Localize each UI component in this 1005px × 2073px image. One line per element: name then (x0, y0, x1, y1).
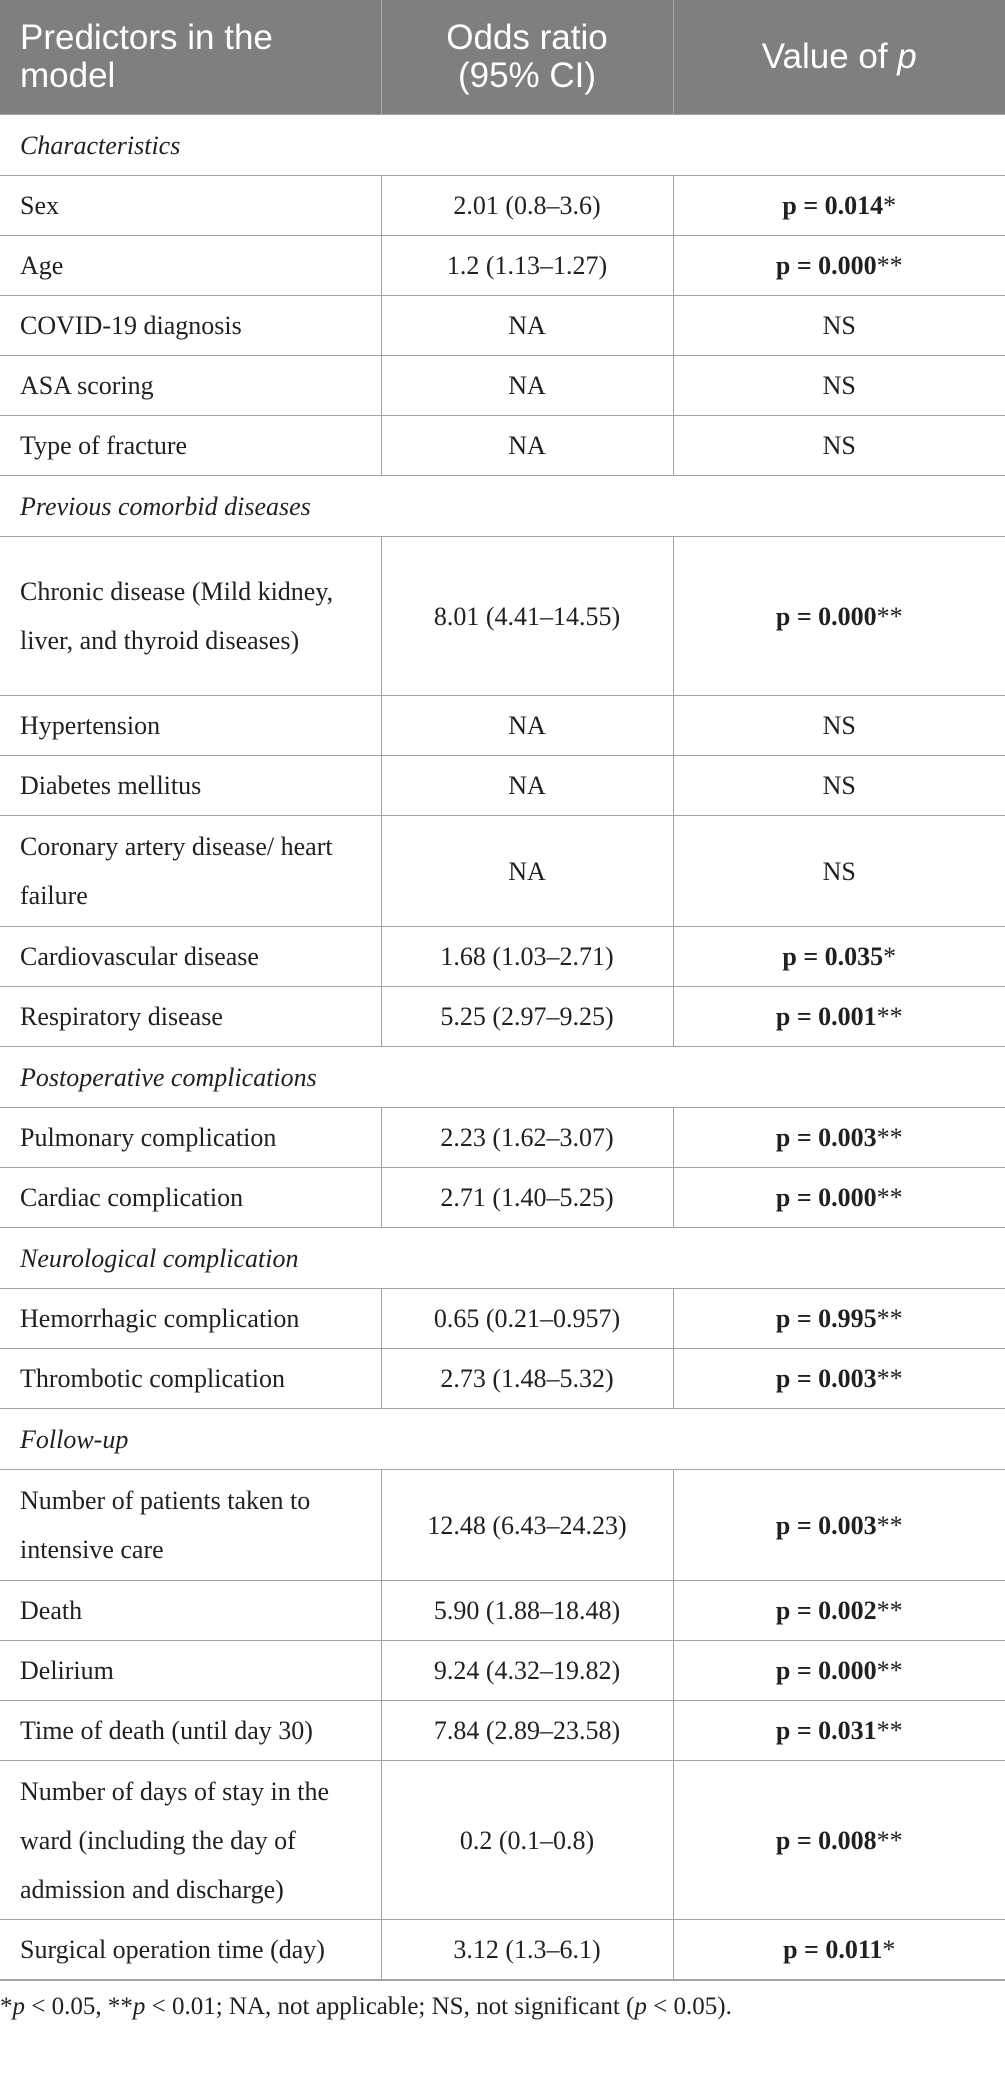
p-value-text: NS (822, 856, 856, 886)
p-value-text: p = 0.008 (775, 1825, 877, 1855)
p-value-text: NS (822, 771, 856, 800)
p-value-text: NS (822, 431, 856, 460)
header-p-value (673, 0, 1005, 115)
p-value-cell (673, 537, 1005, 696)
table-row (0, 1761, 1005, 1920)
p-value-cell (673, 1641, 1005, 1701)
table-footnote (0, 1981, 1005, 2027)
p-value-cell (673, 987, 1005, 1047)
significance-marker: ** (876, 251, 903, 280)
p-value-text: p = 0.003 (775, 1123, 877, 1152)
p-value-text: p = 0.002 (775, 1596, 877, 1625)
odds-ratio-cell: NA (381, 696, 673, 756)
odds-ratio-cell: 5.25 (2.97–9.25) (381, 987, 673, 1047)
section-row (0, 1228, 1005, 1289)
significance-marker: ** (876, 1002, 903, 1031)
header-row (0, 0, 1005, 115)
odds-ratio-cell: 2.23 (1.62–3.07) (381, 1108, 673, 1168)
significance-marker: ** (876, 601, 903, 631)
predictor-cell: Age (0, 236, 381, 296)
table-row (0, 1108, 1005, 1168)
table-row (0, 1289, 1005, 1349)
p-value-cell (673, 236, 1005, 296)
p-value-text: p = 0.035 (782, 942, 884, 971)
p-value-text: p = 0.000 (775, 601, 877, 631)
predictor-cell: Delirium (0, 1641, 381, 1701)
predictor-cell: Diabetes mellitus (0, 756, 381, 816)
odds-ratio-cell: NA (381, 296, 673, 356)
p-value-cell (673, 696, 1005, 756)
odds-ratio-cell: NA (381, 356, 673, 416)
significance-marker: ** (876, 1656, 903, 1685)
section-label: Neurological complication (0, 1228, 1005, 1289)
p-value-cell (673, 1701, 1005, 1761)
section-label: Previous comorbid diseases (0, 476, 1005, 537)
predictor-cell: Time of death (until day 30) (0, 1701, 381, 1761)
table-row (0, 1168, 1005, 1228)
odds-ratio-cell: NA (381, 816, 673, 927)
significance-marker: ** (876, 1596, 903, 1625)
section-label: Follow-up (0, 1409, 1005, 1470)
predictor-cell: Thrombotic complication (0, 1349, 381, 1409)
header-predictors: Predictors in the model (0, 0, 381, 115)
table-row (0, 1349, 1005, 1409)
significance-marker: ** (876, 1364, 903, 1393)
odds-ratio-cell: 0.2 (0.1–0.8) (381, 1761, 673, 1920)
p-value-text: NS (822, 311, 856, 340)
p-value-text: p = 0.031 (775, 1716, 877, 1745)
p-value-text: p = 0.000 (775, 251, 877, 280)
table-row (0, 176, 1005, 236)
predictor-cell: Hypertension (0, 696, 381, 756)
significance-marker: * (882, 1935, 896, 1964)
significance-marker: ** (876, 1123, 903, 1152)
table-row (0, 987, 1005, 1047)
predictor-cell: ASA scoring (0, 356, 381, 416)
p-value-cell (673, 1168, 1005, 1228)
table-row (0, 236, 1005, 296)
footnote-part: < 0.01; NA, not applicable; NS, not significant ( (145, 1993, 635, 2020)
predictor-cell: Number of patients taken to intensive care (0, 1470, 381, 1581)
section-row (0, 476, 1005, 537)
significance-marker: ** (876, 1304, 903, 1333)
odds-ratio-cell: NA (381, 756, 673, 816)
table-row (0, 927, 1005, 987)
odds-ratio-cell: 2.71 (1.40–5.25) (381, 1168, 673, 1228)
section-label: Characteristics (0, 115, 1005, 176)
p-value-cell (673, 1289, 1005, 1349)
table-body (0, 115, 1005, 1980)
footnote-p: p (132, 1993, 146, 2020)
odds-ratio-cell: NA (381, 416, 673, 476)
p-value-text: p = 0.014 (782, 191, 884, 220)
table-row (0, 537, 1005, 696)
p-value-cell (673, 927, 1005, 987)
p-value-text: p = 0.995 (775, 1304, 877, 1333)
predictor-cell: Cardiovascular disease (0, 927, 381, 987)
p-value-cell (673, 756, 1005, 816)
table-row (0, 1581, 1005, 1641)
p-value-text: p = 0.003 (775, 1510, 877, 1540)
table-row (0, 1470, 1005, 1581)
significance-marker: ** (876, 1510, 903, 1540)
odds-ratio-cell: 12.48 (6.43–24.23) (381, 1470, 673, 1581)
significance-marker: ** (876, 1183, 903, 1212)
predictor-cell: Chronic disease (Mild kidney, liver, and thyroid diseases) (0, 537, 381, 696)
p-value-cell (673, 1108, 1005, 1168)
significance-marker: * (883, 942, 897, 971)
table-row (0, 1701, 1005, 1761)
predictor-cell: Cardiac complication (0, 1168, 381, 1228)
p-value-cell (673, 1470, 1005, 1581)
p-value-cell (673, 816, 1005, 927)
table-row (0, 296, 1005, 356)
predictor-cell: Coronary artery disease/ heart failure (0, 816, 381, 927)
predictor-cell: Death (0, 1581, 381, 1641)
p-value-cell (673, 296, 1005, 356)
table-header (0, 0, 1005, 115)
p-value-text: p = 0.000 (775, 1183, 877, 1212)
table-row (0, 1920, 1005, 1980)
predictor-cell: COVID-19 diagnosis (0, 296, 381, 356)
table-row (0, 696, 1005, 756)
predictor-cell: Respiratory disease (0, 987, 381, 1047)
section-row (0, 1409, 1005, 1470)
p-value-text: p = 0.000 (775, 1656, 877, 1685)
predictor-cell: Sex (0, 176, 381, 236)
significance-marker: * (883, 191, 897, 220)
p-value-text: p = 0.001 (775, 1002, 877, 1031)
odds-ratio-cell: 2.01 (0.8–3.6) (381, 176, 673, 236)
section-label: Postoperative complications (0, 1047, 1005, 1108)
predictor-cell: Pulmonary complication (0, 1108, 381, 1168)
p-value-text: p = 0.011 (783, 1935, 883, 1964)
footnote-part: < 0.05). (646, 1993, 732, 2020)
p-value-cell (673, 1761, 1005, 1920)
footnote-part: * (0, 1993, 13, 2020)
significance-marker: ** (876, 1716, 903, 1745)
p-value-cell (673, 416, 1005, 476)
footnote-p: p (12, 1993, 25, 2020)
table-row (0, 816, 1005, 927)
footnote-p: p (634, 1993, 647, 2020)
section-row (0, 115, 1005, 176)
odds-ratio-cell: 0.65 (0.21–0.957) (381, 1289, 673, 1349)
p-value-cell (673, 1581, 1005, 1641)
odds-ratio-cell: 1.2 (1.13–1.27) (381, 236, 673, 296)
p-value-cell (673, 356, 1005, 416)
significance-marker: ** (876, 1825, 903, 1855)
header-p-value-italic: p (897, 37, 917, 76)
odds-ratio-cell: 9.24 (4.32–19.82) (381, 1641, 673, 1701)
footnote-part: < 0.05, ** (25, 1993, 133, 2020)
odds-ratio-cell: 8.01 (4.41–14.55) (381, 537, 673, 696)
table-row (0, 1641, 1005, 1701)
predictor-cell: Number of days of stay in the ward (including the day of admission and discharge) (0, 1761, 381, 1920)
p-value-text: p = 0.003 (775, 1364, 877, 1393)
odds-ratio-cell: 5.90 (1.88–18.48) (381, 1581, 673, 1641)
predictor-cell: Surgical operation time (day) (0, 1920, 381, 1980)
table-row (0, 356, 1005, 416)
odds-ratio-cell: 1.68 (1.03–2.71) (381, 927, 673, 987)
odds-ratio-cell: 2.73 (1.48–5.32) (381, 1349, 673, 1409)
p-value-text: NS (822, 371, 856, 400)
header-odds-ratio: Odds ratio (95% CI) (381, 0, 673, 115)
odds-ratio-cell: 3.12 (1.3–6.1) (381, 1920, 673, 1980)
p-value-cell (673, 1349, 1005, 1409)
predictor-cell: Type of fracture (0, 416, 381, 476)
table-row (0, 416, 1005, 476)
predictor-cell: Hemorrhagic complication (0, 1289, 381, 1349)
section-row (0, 1047, 1005, 1108)
p-value-text: NS (822, 711, 856, 740)
header-p-value-prefix: Value of (761, 37, 898, 76)
table-row (0, 756, 1005, 816)
odds-ratio-cell: 7.84 (2.89–23.58) (381, 1701, 673, 1761)
p-value-cell (673, 176, 1005, 236)
p-value-cell (673, 1920, 1005, 1980)
